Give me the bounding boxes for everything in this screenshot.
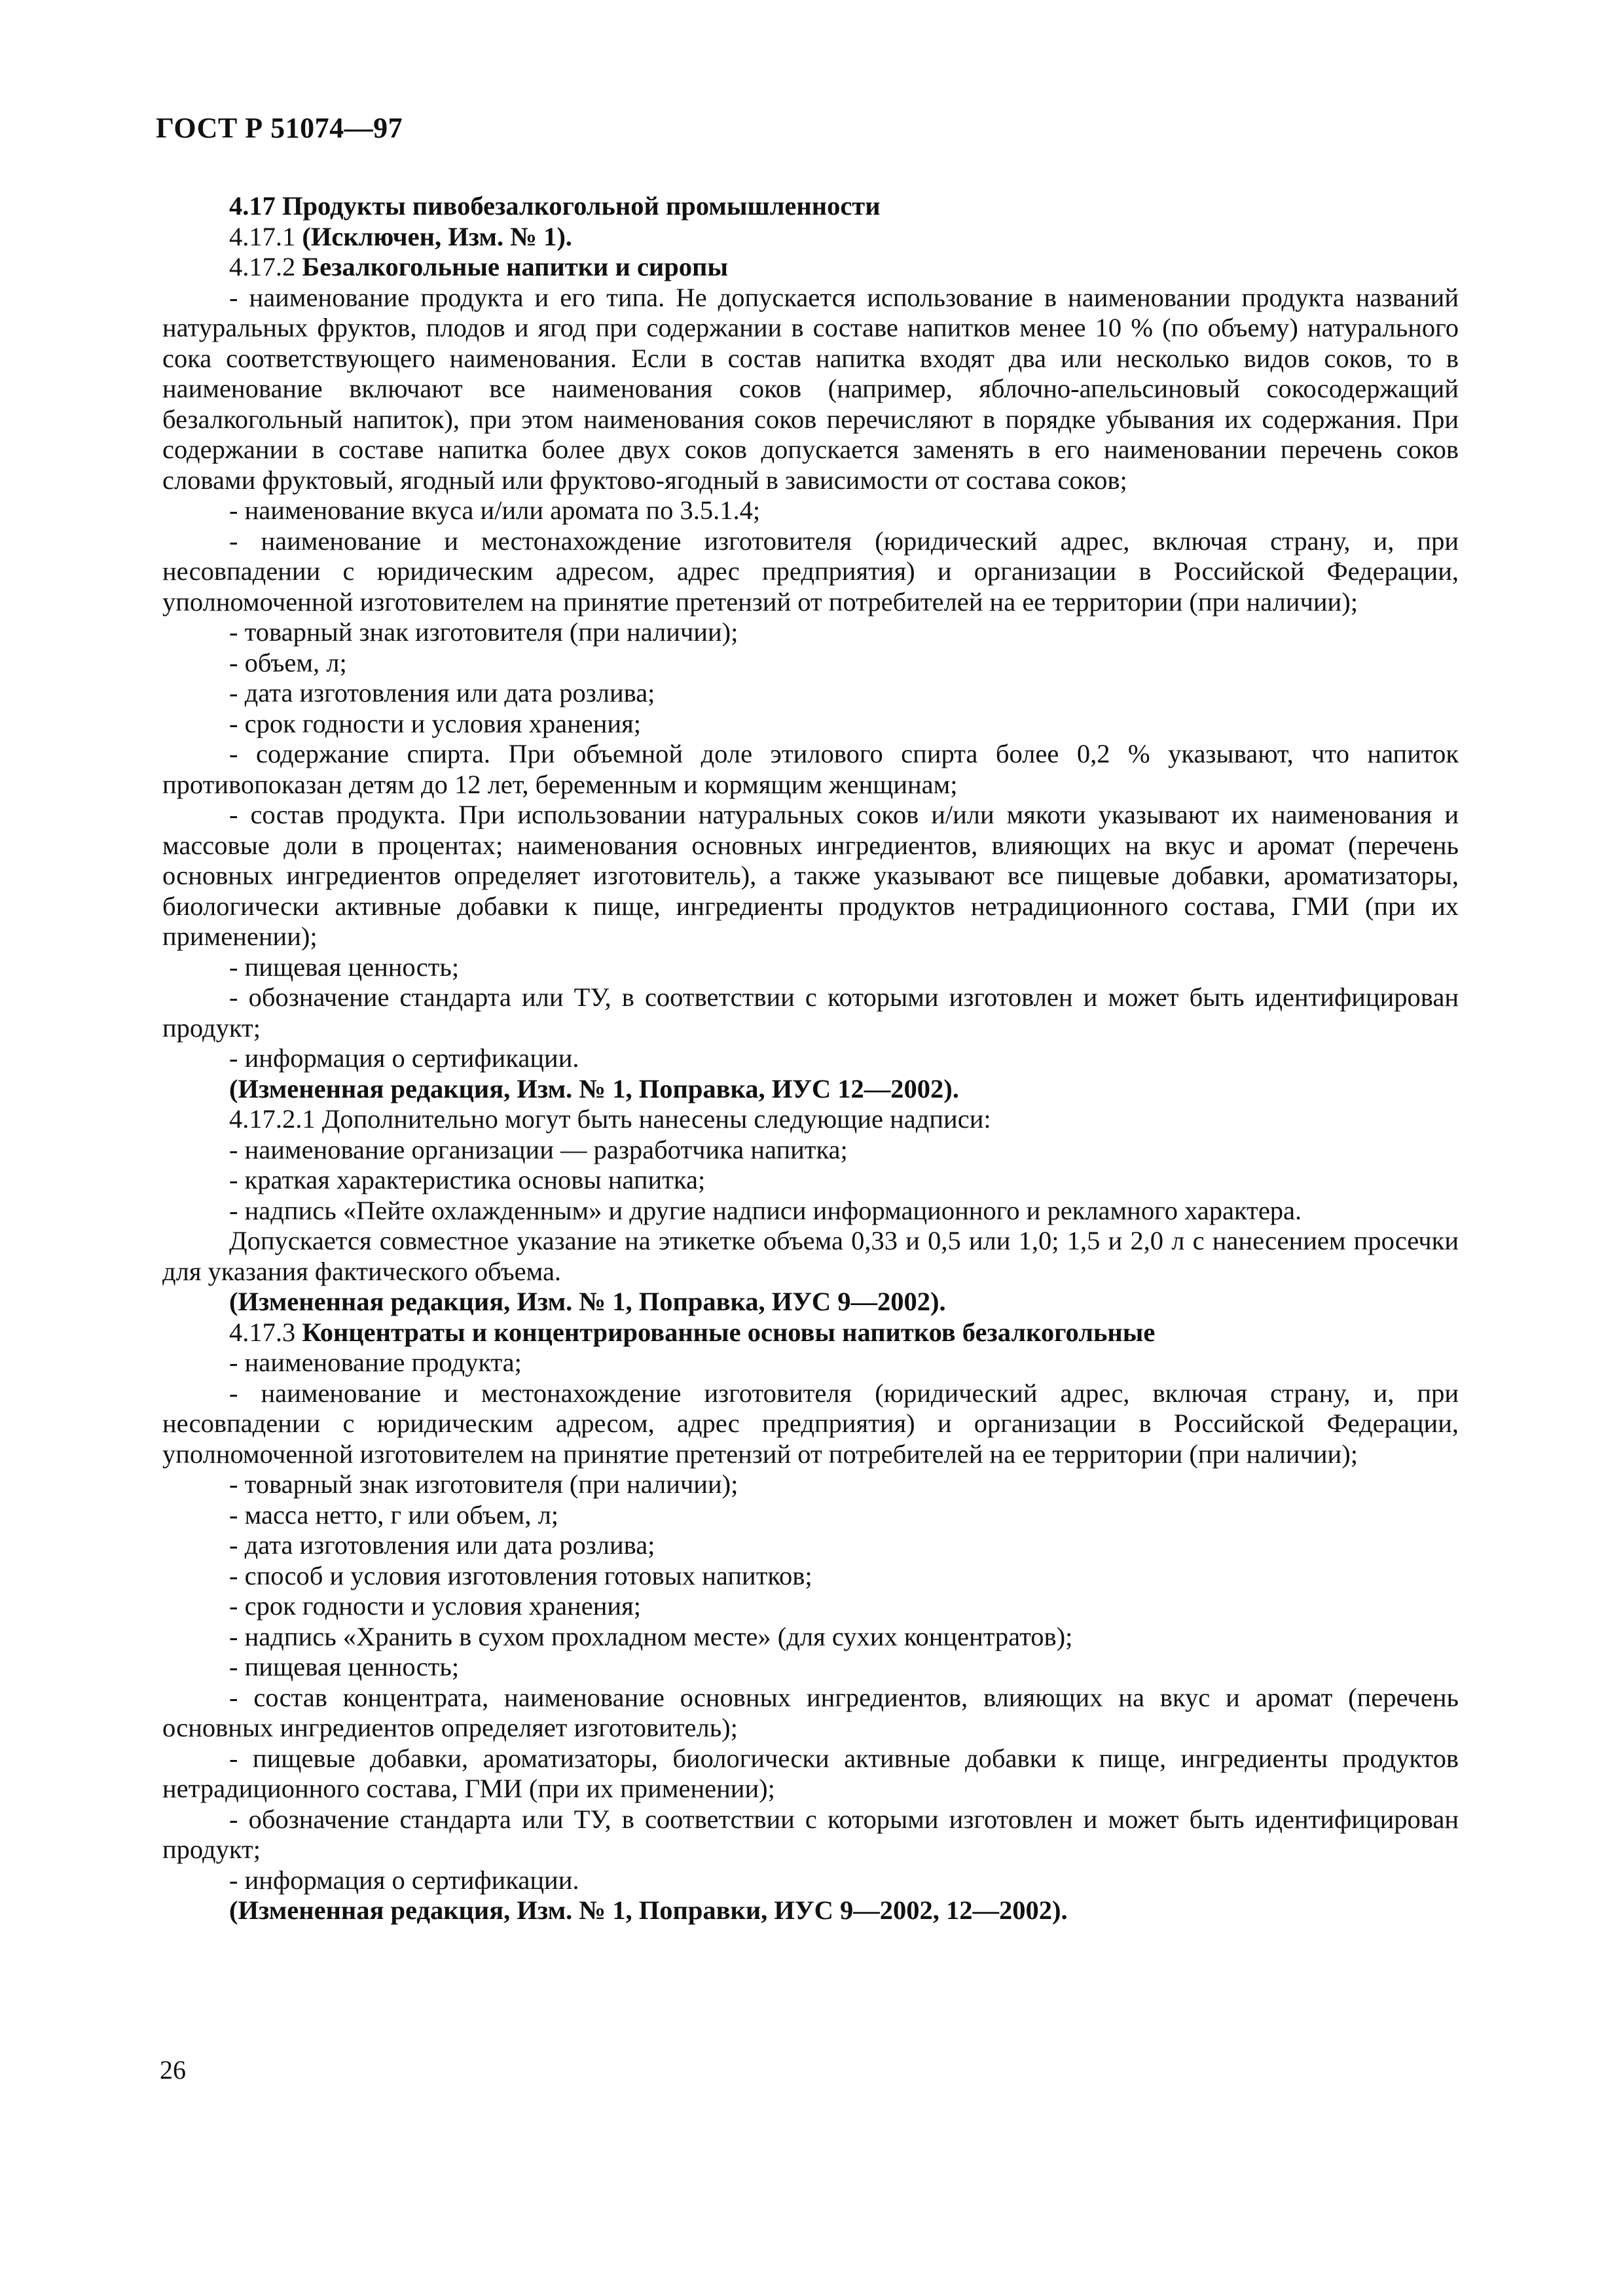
section-heading-4-17: 4.17 Продукты пивобезалкогольной промышленности [229, 191, 881, 221]
section-title: Концентраты и концентрированные основы напитков безалкогольные [302, 1317, 1156, 1347]
list-item: - товарный знак изготовителя (при наличии); [229, 1469, 739, 1499]
section-number: 4.17.1 [229, 221, 296, 251]
list-item: - краткая характеристика основы напитка; [229, 1165, 706, 1194]
section-heading-4-17-2 [162, 252, 1459, 283]
list-item: - пищевая ценность; [229, 952, 460, 982]
section-number: 4.17.2 [229, 252, 296, 281]
paragraph-note: Допускается совместное указание на этикетке объема 0,33 и 0,5 или 1,0; 1,5 и 2,0 л с нанесением просечки для указания фактического объема. [162, 1226, 1459, 1286]
amendment-note: (Измененная редакция, Изм. № 1, Поправки, ИУС 9—2002, 12—2002). [229, 1895, 1068, 1925]
list-item: - наименование вкуса и/или аромата по 3.5.1.4; [229, 495, 761, 525]
list-item: - состав продукта. При использовании натуральных соков и/или мякоти указывают их наименования и массовые доли в процентах; наименования основных ингредиентов, влияющих на вкус и аромат (перечень основных ингредиентов определяет изготовитель), а также указывают все пищевые добавки, ароматизаторы, биологически активные добавки к пище, ингредиенты продуктов нетрадиционного состава, ГМИ (при их применении); [162, 800, 1459, 951]
list-item: - дата изготовления или дата розлива; [229, 1530, 655, 1560]
subsection-intro-4-17-2-1: 4.17.2.1 Дополнительно могут быть нанесены следующие надписи: [229, 1104, 991, 1134]
section-heading-4-17-3 [162, 1318, 1459, 1348]
document-body [162, 191, 1459, 1926]
amendment-note: (Измененная редакция, Изм. № 1, Поправка, ИУС 12—2002). [229, 1073, 959, 1103]
list-item: - состав концентрата, наименование основных ингредиентов, влияющих на вкус и аромат (перечень основных ингредиентов определяет изготовитель); [162, 1682, 1459, 1742]
list-item: - наименование и местонахождение изготовителя (юридический адрес, включая страну, и, при несовпадении с юридическим адресом, адрес предприятия) и организации в Российской Федерации, уполномоченной изготовителем на принятие претензий от потребителей на ее территории (при наличии); [162, 526, 1459, 617]
list-item: - надпись «Хранить в сухом прохладном месте» (для сухих концентратов); [229, 1621, 1073, 1651]
list-item: - дата изготовления или дата розлива; [229, 678, 655, 708]
list-item: - товарный знак изготовителя (при наличии); [229, 617, 739, 647]
list-item: - пищевые добавки, ароматизаторы, биологически активные добавки к пище, ингредиенты продуктов нетрадиционного состава, ГМИ (при их применении); [162, 1743, 1459, 1803]
document-header: ГОСТ Р 51074—97 [156, 112, 403, 144]
list-item: - пищевая ценность; [229, 1652, 460, 1681]
section-title: (Исключен, Изм. № 1). [302, 221, 572, 251]
list-item: - способ и условия изготовления готовых напитков; [229, 1560, 812, 1590]
list-item: - наименование продукта и его типа. Не допускается использование в наименовании продукта названий натуральных фруктов, плодов и ягод при содержании в составе напитков менее 10 % (по объему) натурального сока соответствующего наименования. Если в состав напитка входят два или несколько видов соков, то в наименование включают все наименования соков (например, яблочно-апельсиновый сокосодержащий безалкогольный напиток), при этом наименования соков перечисляют в порядке убывания их содержания. При содержании в составе напитка более двух соков допускается заменять в его наименовании перечень соков словами фруктовый, ягодный или фруктово-ягодный в зависимости от состава соков; [162, 282, 1459, 495]
list-item: - наименование организации — разработчика напитка; [229, 1134, 848, 1164]
list-item: - масса нетто, г или объем, л; [229, 1499, 559, 1530]
list-item: - наименование продукта; [229, 1348, 522, 1377]
list-item: - информация о сертификации. [229, 1865, 579, 1895]
list-item: - содержание спирта. При объемной доле этилового спирта более 0,2 % указывают, что напиток противопоказан детям до 12 лет, беременным и кормящим женщинам; [162, 739, 1459, 799]
section-heading-4-17-1 [162, 222, 1459, 253]
section-title: Безалкогольные напитки и сиропы [302, 252, 728, 281]
list-item: - объем, л; [229, 647, 347, 677]
amendment-note: (Измененная редакция, Изм. № 1, Поправка, ИУС 9—2002). [229, 1287, 946, 1316]
list-item: - обозначение стандарта или ТУ, в соответствии с которыми изготовлен и может быть идентифицирован продукт; [162, 1804, 1459, 1864]
list-item: - наименование и местонахождение изготовителя (юридический адрес, включая страну, и, при несовпадении с юридическим адресом, адрес предприятия) и организации в Российской Федерации, уполномоченной изготовителем на принятие претензий от потребителей на ее территории (при наличии); [162, 1378, 1459, 1469]
list-item: - надпись «Пейте охлажденным» и другие надписи информационного и рекламного характера. [229, 1195, 1302, 1225]
page-number: 26 [160, 2055, 186, 2085]
section-number: 4.17.3 [229, 1317, 296, 1347]
list-item: - срок годности и условия хранения; [229, 708, 641, 738]
list-item: - срок годности и условия хранения; [229, 1591, 641, 1621]
list-item: - обозначение стандарта или ТУ, в соответствии с которыми изготовлен и может быть идентифицирован продукт; [162, 982, 1459, 1043]
list-item: - информация о сертификации. [229, 1043, 579, 1073]
